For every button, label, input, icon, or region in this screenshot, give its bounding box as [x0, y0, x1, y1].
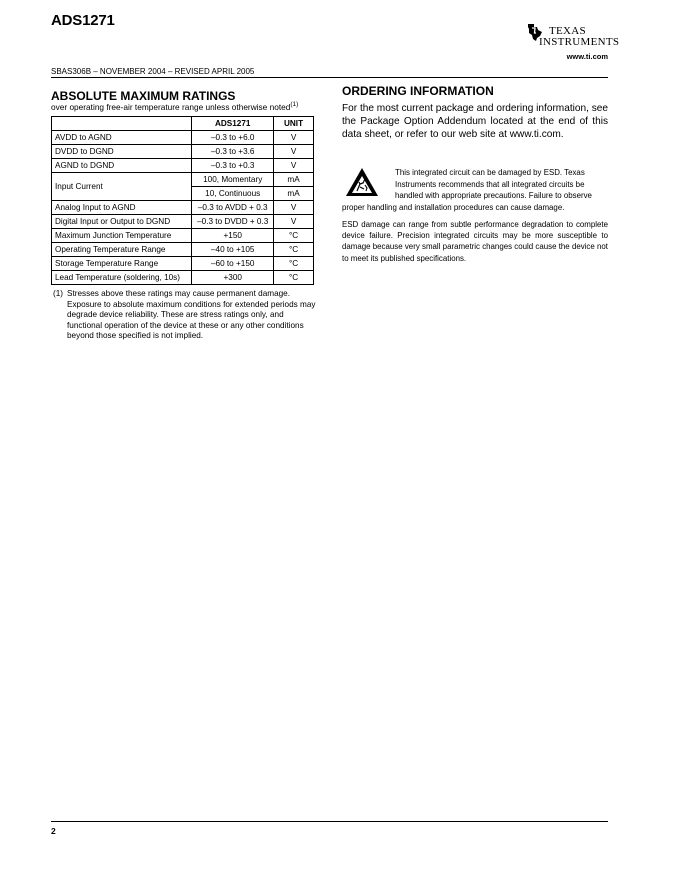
table-row: [52, 131, 314, 145]
esd-notice-line: proper handling and installation procedures can cause damage.: [342, 202, 565, 212]
value-cell: –60 to +150: [192, 257, 274, 271]
param-cell: AVDD to AGND: [52, 131, 192, 145]
param-cell: Storage Temperature Range: [52, 257, 192, 271]
table-row: [52, 145, 314, 159]
absolute-max-table: [51, 116, 314, 285]
ti-url[interactable]: www.ti.com: [566, 52, 608, 61]
value-cell: –0.3 to DVDD + 0.3: [192, 215, 274, 229]
unit-cell: V: [274, 159, 314, 173]
table-row: [52, 159, 314, 173]
table-row: [52, 243, 314, 257]
table-row: [52, 173, 314, 187]
conditions-text: [51, 101, 298, 112]
col-header-unit: UNIT: [274, 117, 314, 131]
value-cell: +150: [192, 229, 274, 243]
table-row: [52, 271, 314, 285]
esd-notice-line: This integrated circuit can be damaged by ESD. Texas: [395, 168, 585, 177]
table-header-row: [52, 117, 314, 131]
conditions-note-marker: (1): [290, 101, 299, 108]
esd-notice-line: handled with appropriate precautions. Failure to observe: [395, 191, 592, 201]
value-cell: –0.3 to +3.6: [192, 145, 274, 159]
value-cell: –0.3 to +6.0: [192, 131, 274, 145]
value-cell: –40 to +105: [192, 243, 274, 257]
unit-cell: °C: [274, 229, 314, 243]
param-cell: Digital Input or Output to DGND: [52, 215, 192, 229]
col-header-part: ADS1271: [192, 117, 274, 131]
param-cell: Lead Temperature (soldering, 10s): [52, 271, 192, 285]
table-row: [52, 201, 314, 215]
table-row: [52, 257, 314, 271]
table-row: [52, 229, 314, 243]
unit-cell: V: [274, 201, 314, 215]
footnote-text: Stresses above these ratings may cause permanent damage. Exposure to absolute maximum conditions for extended periods may degrade device reliability. These are stress ratings only, and functional operation of the device at these or any other conditions beyond those specified is not implied.: [67, 289, 316, 341]
esd-detail: ESD damage can range from subtle performance degradation to complete device failure. Precision integrated circuits may be more susceptible to damage because very small parametric changes could cause the device not to meet its published specifications.: [342, 220, 608, 263]
unit-cell: °C: [274, 243, 314, 257]
ordering-heading: ORDERING INFORMATION: [342, 84, 494, 98]
value-cell: 10, Continuous: [192, 187, 274, 201]
ordering-text: For the most current package and ordering information, see the Package Option Addendum located at the end of this data sheet, or refer to our web site at www.ti.com.: [342, 103, 608, 140]
footnote-marker: (1): [53, 289, 64, 298]
unit-cell: V: [274, 215, 314, 229]
table-row: [52, 215, 314, 229]
param-cell: Input Current: [52, 173, 192, 201]
value-cell: +300: [192, 271, 274, 285]
param-cell: Operating Temperature Range: [52, 243, 192, 257]
unit-cell: V: [274, 145, 314, 159]
esd-notice-line: Instruments recommends that all integrated circuits be: [395, 179, 585, 189]
param-cell: Analog Input to AGND: [52, 201, 192, 215]
footer-rule: [51, 821, 608, 822]
unit-cell: mA: [274, 187, 314, 201]
unit-cell: mA: [274, 173, 314, 187]
part-number: ADS1271: [51, 12, 115, 29]
page-number: 2: [51, 826, 56, 836]
unit-cell: °C: [274, 271, 314, 285]
param-cell: AGND to DGND: [52, 159, 192, 173]
absolute-max-heading: ABSOLUTE MAXIMUM RATINGS: [51, 89, 236, 103]
ti-logo-line1: TEXAS: [549, 25, 586, 37]
ti-logo: [521, 22, 620, 66]
conditions-label: over operating free-air temperature range unless otherwise noted: [51, 101, 291, 112]
value-cell: –0.3 to +0.3: [192, 159, 274, 173]
header-rule: [51, 77, 608, 78]
esd-notice: [342, 167, 608, 213]
col-header-param: [52, 117, 192, 131]
document-id: SBAS306B – NOVEMBER 2004 – REVISED APRIL 2005: [51, 67, 255, 76]
value-cell: –0.3 to AVDD + 0.3: [192, 201, 274, 215]
param-cell: DVDD to DGND: [52, 145, 192, 159]
footnote: [51, 289, 316, 342]
ti-logo-line2: INSTRUMENTS: [539, 36, 620, 48]
param-cell: Maximum Junction Temperature: [52, 229, 192, 243]
unit-cell: V: [274, 131, 314, 145]
unit-cell: °C: [274, 257, 314, 271]
value-cell: 100, Momentary: [192, 173, 274, 187]
